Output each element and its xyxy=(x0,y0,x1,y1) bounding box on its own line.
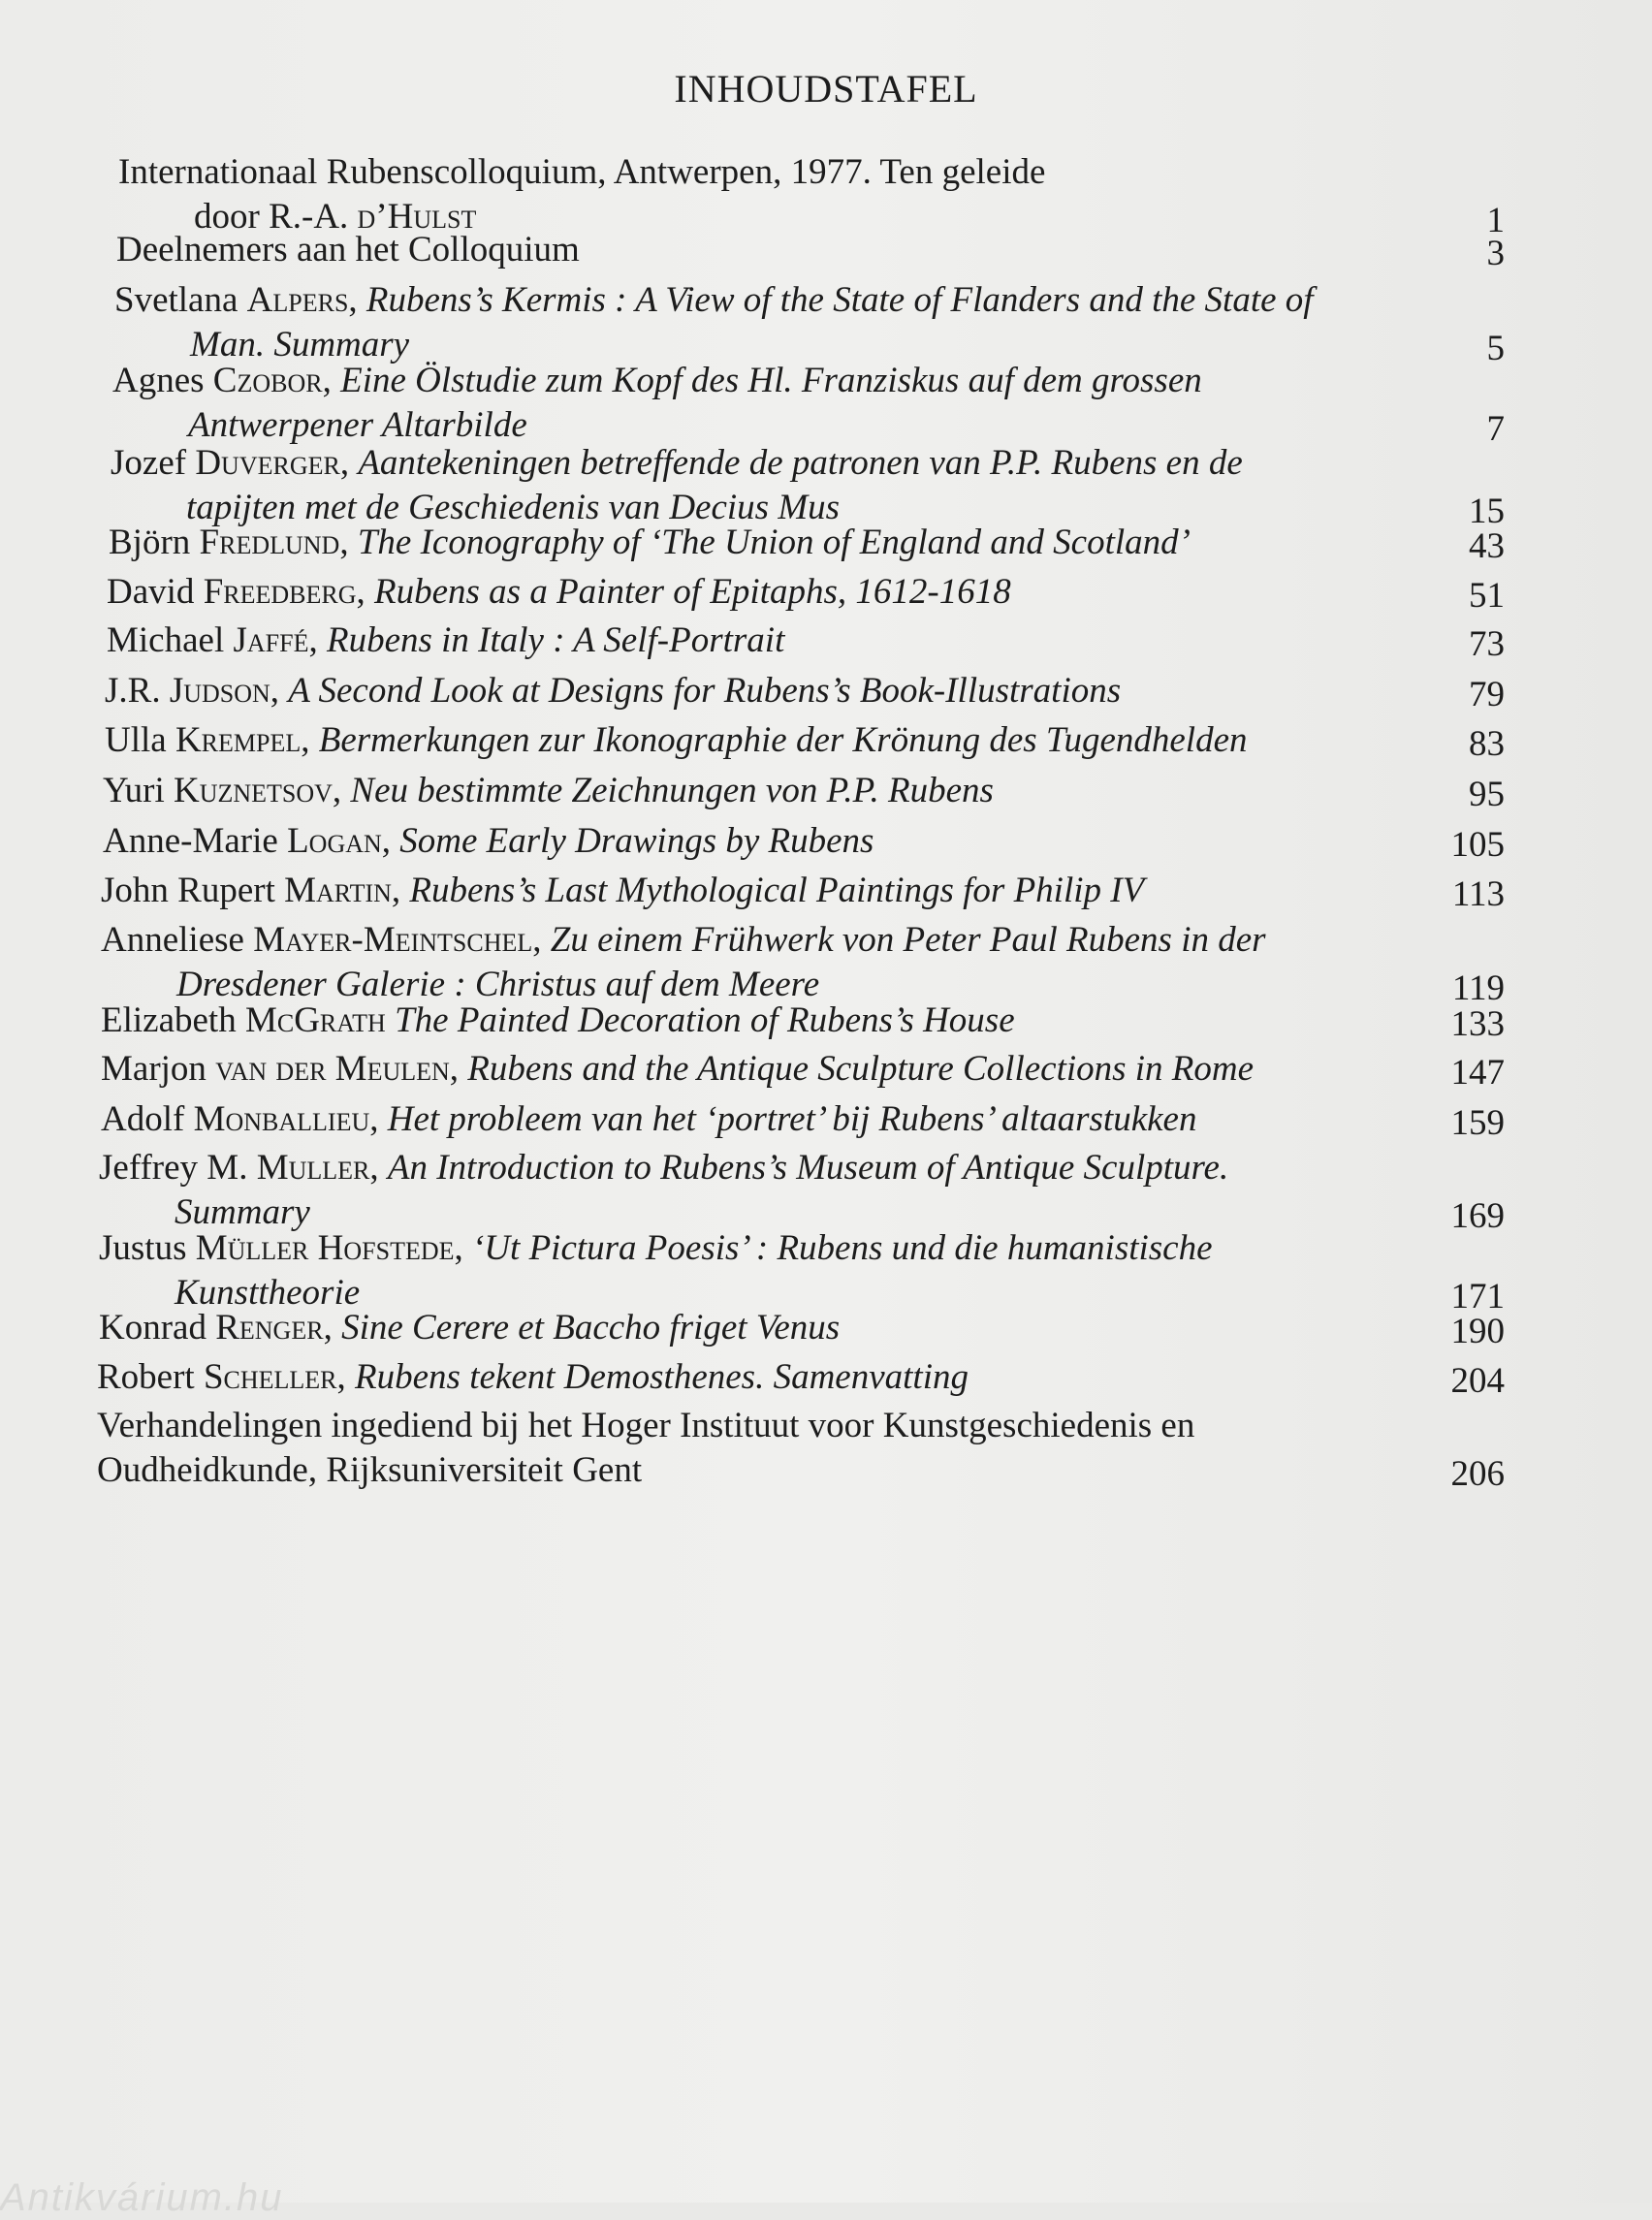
author-last-name: Scheller xyxy=(203,1357,337,1397)
author-first-name: Deelnemers aan het Colloquium xyxy=(116,230,580,270)
page-number: 95 xyxy=(1469,775,1505,814)
entry-line-1 xyxy=(101,1097,1377,1142)
page-number: 190 xyxy=(1450,1312,1505,1351)
separator: , xyxy=(356,572,374,612)
separator: , xyxy=(323,1308,342,1348)
entry-text xyxy=(97,1404,1377,1493)
author-last-name: Renger xyxy=(215,1308,324,1348)
separator: , xyxy=(391,871,410,910)
entry-line-1 xyxy=(101,999,1377,1043)
separator: , xyxy=(369,1099,388,1139)
author-last-name: van der Meulen xyxy=(215,1049,450,1089)
page-number: 7 xyxy=(1486,409,1505,449)
entry-line-2 xyxy=(97,1448,1377,1493)
author-last-name: Freedberg xyxy=(203,572,357,612)
author-last-name: Müller Hofstede xyxy=(195,1228,455,1268)
entry-text xyxy=(111,441,1377,530)
entry-line-1 xyxy=(105,718,1377,763)
entry-title: Rubens’s Kermis : A View of the State of Flanders and the State of xyxy=(365,280,1314,320)
separator: , xyxy=(449,1049,468,1089)
separator xyxy=(386,1000,395,1040)
page-number: 206 xyxy=(1450,1454,1505,1494)
entry-text xyxy=(105,718,1377,763)
author-last-name: Kuznetsov xyxy=(173,771,333,810)
entry-line-1 xyxy=(101,1047,1377,1092)
entry-text xyxy=(99,1306,1377,1350)
author-first-name: Jeffrey M. xyxy=(99,1148,257,1188)
author-first-name: Anne-Marie xyxy=(103,821,288,861)
entry-line-1 xyxy=(99,1306,1377,1350)
entry-line-1 xyxy=(99,1146,1377,1190)
entry-line-1 xyxy=(101,918,1377,963)
author-last-name: Alpers xyxy=(246,280,349,320)
entry-text xyxy=(99,1146,1377,1235)
page-number: 159 xyxy=(1450,1103,1505,1143)
page-number: 169 xyxy=(1450,1196,1505,1236)
author-last-name: Monballieu xyxy=(193,1099,370,1139)
author-first-name: Jozef xyxy=(111,443,196,483)
entry-line-1 xyxy=(101,869,1377,913)
author-first-name: Yuri xyxy=(103,771,174,810)
entry-title: The Painted Decoration of Rubens’s House xyxy=(395,1000,1015,1040)
entry-line-1 xyxy=(97,1355,1377,1400)
author-first-name: Björn xyxy=(109,523,200,562)
separator: , xyxy=(336,1357,356,1397)
entry-title: Rubens in Italy : A Self-Portrait xyxy=(326,620,785,660)
author-last-name: Judson xyxy=(169,671,270,711)
entry-line-1 xyxy=(103,819,1377,864)
entry-line-1 xyxy=(111,441,1377,486)
page-number: 15 xyxy=(1469,492,1505,531)
entry-text xyxy=(97,1355,1377,1400)
entry-line-1 xyxy=(107,570,1377,615)
author-first-name: Verhandelingen ingediend bij het Hoger Instituut voor Kunstgeschiedenis en xyxy=(97,1406,1195,1445)
author-last-name: d’Hulst xyxy=(357,197,477,237)
separator: , xyxy=(301,720,319,760)
entry-line-1 xyxy=(99,1226,1377,1271)
separator: , xyxy=(339,523,358,562)
author-first-name: Ulla xyxy=(105,720,175,760)
entry-line-1 xyxy=(114,278,1377,323)
page-number: 73 xyxy=(1469,624,1505,664)
entry-text xyxy=(103,819,1377,864)
author-first-name: J.R. xyxy=(105,671,170,711)
page-number: 171 xyxy=(1450,1277,1505,1316)
author-first-name: Marjon xyxy=(101,1049,216,1089)
entry-byline: door R.-A. xyxy=(194,197,358,237)
author-first-name: Agnes xyxy=(112,361,213,400)
entry-line-1 xyxy=(107,618,1377,663)
entry-title: Some Early Drawings by Rubens xyxy=(399,821,874,861)
author-last-name: Duverger xyxy=(195,443,340,483)
entry-text xyxy=(118,150,1377,239)
separator: , xyxy=(270,671,289,711)
author-first-name: Justus xyxy=(99,1228,196,1268)
entry-line-1 xyxy=(109,521,1377,565)
entry-title: The Iconography of ‘The Union of England and Scotland’ xyxy=(357,523,1191,562)
author-first-name: Michael xyxy=(107,620,234,660)
separator: , xyxy=(332,771,351,810)
entry-title-continued: Summary xyxy=(175,1192,310,1232)
author-last-name: Martin xyxy=(284,871,392,910)
entry-text xyxy=(103,769,1377,813)
page-number: 3 xyxy=(1486,234,1505,273)
entry-line-1 xyxy=(118,150,1377,195)
entry-title: Rubens’s Last Mythological Paintings for Philip IV xyxy=(409,871,1145,910)
separator: , xyxy=(369,1148,388,1188)
separator: , xyxy=(454,1228,472,1268)
entry-text xyxy=(109,521,1377,565)
separator: , xyxy=(308,620,327,660)
entry-text xyxy=(105,669,1377,714)
author-last-name: McGrath xyxy=(244,1000,386,1040)
author-first-name: David xyxy=(107,572,204,612)
page-number: 83 xyxy=(1469,724,1505,764)
separator: , xyxy=(348,280,366,320)
author-first-name: Robert xyxy=(97,1357,204,1397)
page-number: 147 xyxy=(1450,1053,1505,1093)
watermark: Antikvárium.hu xyxy=(0,2176,284,2219)
author-last-name: Fredlund xyxy=(199,523,340,562)
page-number: 119 xyxy=(1451,968,1505,1008)
author-last-name: Muller xyxy=(256,1148,370,1188)
entry-title: Eine Ölstudie zum Kopf des Hl. Franziskus auf dem grossen xyxy=(340,361,1202,400)
page-number: 133 xyxy=(1450,1004,1505,1044)
entry-line-1 xyxy=(112,359,1377,403)
entry-text xyxy=(101,869,1377,913)
entry-line-1 xyxy=(116,228,1377,272)
entry-line-1 xyxy=(105,669,1377,714)
page-number: 105 xyxy=(1450,825,1505,865)
page-title: INHOUDSTAFEL xyxy=(674,67,978,111)
author-last-name: Krempel xyxy=(175,720,302,760)
separator: , xyxy=(532,920,551,960)
entry-title: Sine Cerere et Baccho friget Venus xyxy=(341,1308,841,1348)
author-first-name: Svetlana xyxy=(114,280,247,320)
author-last-name: Czobor xyxy=(212,361,323,400)
entry-title: Rubens and the Antique Sculpture Collections in Rome xyxy=(467,1049,1255,1089)
entry-text xyxy=(99,1226,1377,1316)
entry-text xyxy=(107,570,1377,615)
entry-title: Het probleem van het ‘portret’ bij Rubens’ altaarstukken xyxy=(387,1099,1197,1139)
author-last-name: Logan xyxy=(287,821,382,861)
entry-title-continued: Kunsttheorie xyxy=(175,1273,361,1313)
author-last-name: Jaffé xyxy=(233,620,309,660)
author-first-name: John Rupert xyxy=(101,871,285,910)
entry-title-continued: Dresdener Galerie : Christus auf dem Meere xyxy=(176,965,820,1004)
entry-title-continued: tapijten met de Geschiedenis van Decius Mus xyxy=(186,488,841,527)
entry-line-1 xyxy=(97,1404,1377,1448)
separator: , xyxy=(381,821,400,861)
separator: , xyxy=(322,361,341,400)
entry-text xyxy=(101,918,1377,1007)
entry-title: Bermerkungen zur Ikonographie der Krönung des Tugendhelden xyxy=(318,720,1248,760)
separator: , xyxy=(339,443,359,483)
author-first-name: Elizabeth xyxy=(101,1000,245,1040)
page-number: 51 xyxy=(1469,576,1505,616)
page-number: 204 xyxy=(1450,1361,1505,1401)
author-first-name: Anneliese xyxy=(101,920,254,960)
author-first-name: Konrad xyxy=(99,1308,216,1348)
entry-title: Rubens as a Painter of Epitaphs, 1612-1618 xyxy=(374,572,1011,612)
page-number: 113 xyxy=(1451,874,1505,914)
entry-title-continued: Man. Summary xyxy=(190,325,410,365)
entry-text xyxy=(107,618,1377,663)
entry-text xyxy=(101,1097,1377,1142)
entry-title: Aantekeningen betreffende de patronen van P.P. Rubens en de xyxy=(358,443,1243,483)
entry-title: ‘Ut Pictura Poesis’ : Rubens und die humanistische xyxy=(472,1228,1213,1268)
page-number: 5 xyxy=(1486,329,1505,368)
entry-text xyxy=(116,228,1377,272)
page-number: 79 xyxy=(1469,675,1505,714)
author-last-name: Mayer-Meintschel xyxy=(253,920,533,960)
entry-text xyxy=(114,278,1377,367)
entry-title: An Introduction to Rubens’s Museum of Antique Sculpture. xyxy=(387,1148,1229,1188)
page-number: 1 xyxy=(1486,201,1505,240)
page-number: 43 xyxy=(1469,526,1505,566)
entry-text xyxy=(112,359,1377,448)
author-first-name: Internationaal Rubenscolloquium, Antwerpen, 1977. Ten geleide xyxy=(118,152,1046,192)
entry-title: A Second Look at Designs for Rubens’s Book-Illustrations xyxy=(288,671,1122,711)
entry-title-continued: Oudheidkunde, Rijksuniversiteit Gent xyxy=(97,1450,643,1490)
entry-title-continued: Antwerpener Altarbilde xyxy=(188,405,527,445)
entry-title: Rubens tekent Demosthenes. Samenvatting xyxy=(355,1357,969,1397)
entry-line-1 xyxy=(103,769,1377,813)
entry-title: Neu bestimmte Zeichnungen von P.P. Rubens xyxy=(350,771,994,810)
entry-text xyxy=(101,1047,1377,1092)
author-first-name: Adolf xyxy=(101,1099,194,1139)
entry-text xyxy=(101,999,1377,1043)
entry-title: Zu einem Frühwerk von Peter Paul Rubens in der xyxy=(550,920,1266,960)
